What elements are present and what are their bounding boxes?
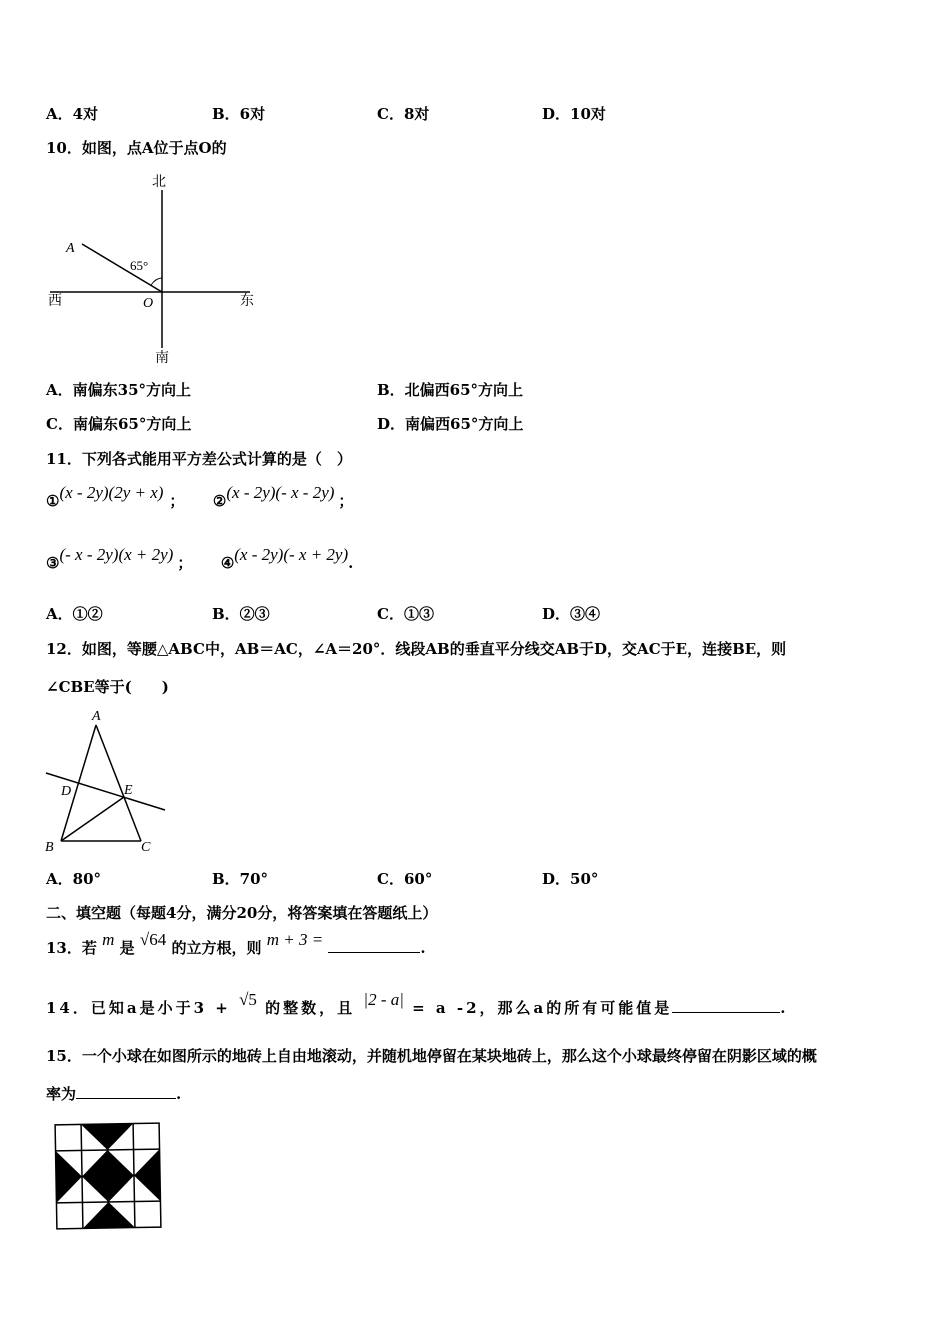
q11-separator-4: .	[348, 554, 354, 572]
q10-option-a: A．南偏东35°方向上	[46, 381, 192, 399]
q11-separator-2: ；	[338, 492, 354, 510]
q12-option-a: A．80°	[46, 870, 102, 888]
q12-option-d: D．50°	[542, 870, 599, 888]
q11-expression-3: (- x - 2y)(x + 2y)	[59, 545, 174, 564]
q13-end: .	[420, 939, 426, 957]
q11-expression-row-1	[46, 483, 354, 511]
q14-line	[46, 990, 789, 1018]
q11-expression-4: (x - 2y)(- x + 2y)	[234, 545, 349, 564]
q11-label-1: ①	[46, 492, 60, 510]
q14-prefix: 14．已知a是小于3 +	[46, 999, 231, 1017]
q9-option-c: C．8对	[377, 105, 430, 123]
vertex-b-label: B	[45, 840, 54, 855]
q13-root: √64	[139, 930, 167, 949]
q11-label-3: ③	[46, 554, 60, 572]
q15-line-2	[46, 1083, 181, 1104]
q12-stem-line-2: ∠CBE等于( )	[46, 678, 169, 696]
point-e-label: E	[124, 783, 133, 798]
q11-stem: 11．下列各式能用平方差公式计算的是（ ）	[46, 450, 352, 468]
q11-option-c: C．①③	[377, 605, 434, 623]
angle-label: 65°	[130, 258, 149, 273]
q10-stem: 10．如图，点A位于点O的	[46, 139, 227, 157]
q12-option-c: C．60°	[377, 870, 433, 888]
q15-answer-blank[interactable]	[76, 1084, 176, 1099]
north-label: 北	[152, 174, 166, 190]
q11-option-d: D．③④	[542, 605, 601, 623]
q13-line	[46, 930, 426, 958]
point-o-label: O	[143, 296, 154, 311]
q14-end: .	[780, 999, 789, 1017]
q14-root: √5	[239, 990, 257, 1009]
q14-absolute-value: |2 - a|	[363, 990, 404, 1009]
q11-option-a: A．①②	[46, 605, 103, 623]
q10-option-c: C．南偏东65°方向上	[46, 415, 192, 433]
q12-option-b: B．70°	[212, 870, 269, 888]
q11-label-4: ④	[220, 554, 235, 572]
q13-prefix: 13．若	[46, 939, 97, 957]
east-label: 东	[240, 293, 254, 309]
west-label: 西	[48, 293, 62, 309]
q10-option-b: B．北偏西65°方向上	[377, 381, 524, 399]
q15-line-1: 15．一个小球在如图所示的地砖上自由地滚动，并随机地停留在某块地砖上，那么这个小球最终停留在阴影区域的概	[46, 1047, 817, 1065]
point-a-label: A	[66, 241, 75, 256]
q13-expression: m + 3 =	[266, 930, 324, 949]
q11-expression-row-2	[46, 545, 354, 573]
q9-option-b: B．6对	[212, 105, 266, 123]
q14-answer-blank[interactable]	[672, 998, 780, 1013]
q11-option-b: B．②③	[212, 605, 270, 623]
q10-compass-figure	[40, 168, 270, 368]
vertex-a-label: A	[92, 709, 101, 724]
q15-end: .	[176, 1085, 182, 1103]
south-label: 南	[155, 350, 169, 366]
q9-option-d: D．10对	[542, 105, 606, 123]
q13-answer-blank[interactable]	[328, 938, 420, 953]
q13-is: 是	[119, 939, 135, 957]
vertex-c-label: C	[141, 840, 151, 855]
q9-option-a: A．4对	[46, 105, 99, 123]
q11-expression-2: (x - 2y)(- x - 2y)	[226, 483, 335, 502]
q11-label-2: ②	[212, 492, 227, 510]
q14-mid: 的整数，且	[265, 999, 356, 1017]
q13-mid: 的立方根，则	[171, 939, 262, 957]
section-2-heading: 二、填空题（每题4分，满分20分，将答案填在答题纸上）	[46, 904, 438, 922]
q13-variable-m: m	[102, 930, 115, 949]
q11-expression-1: (x - 2y)(2y + x)	[59, 483, 164, 502]
point-d-label: D	[61, 784, 72, 799]
q15-tile-figure	[52, 1118, 164, 1234]
q11-separator-3: ；	[177, 554, 193, 572]
q12-triangle-figure	[40, 705, 175, 855]
q11-separator-1: ；	[169, 492, 185, 510]
q15-line-2-text: 率为	[46, 1085, 77, 1103]
q12-stem-line-1: 12．如图，等腰△ABC中，AB＝AC，∠A＝20°．线段AB的垂直平分线交AB于D，交AC于E，连接BE，则	[46, 640, 787, 658]
q14-tail: = a -2，那么a的所有可能值是	[412, 999, 673, 1017]
q10-option-d: D．南偏西65°方向上	[377, 415, 524, 433]
